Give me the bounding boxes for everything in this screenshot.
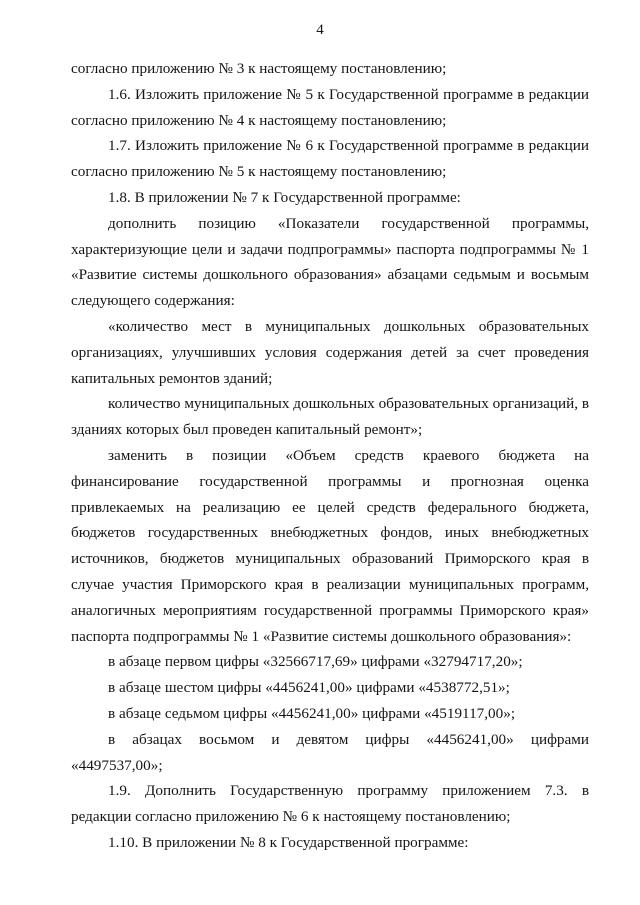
paragraph: «количество мест в муниципальных дошкольных образовательных организациях, улучшивших условия содержания детей за счет проведения капитальных ремонтов зданий; [71, 317, 589, 387]
page-number: 4 [316, 22, 324, 38]
paragraph: в абзаце первом цифры «32566717,69» цифрами «32794717,20»; [108, 653, 523, 671]
paragraph: в абзацах восьмом и девятом цифры «4456241,00» цифрами «4497537,00»; [71, 730, 589, 774]
paragraph: заменить в позиции «Объем средств краевого бюджета на финансирование государственной программы и прогнозная оценка привлекаемых на реализацию ее целей средств федерального бюджета, бюджетов государственных внебюджетных фондов, иных внебюджетных источников, бюджетов муниципальных образований Приморского края в случае участия Приморского края в реализации муниципальных программ, аналогичных мероприятиям государственной программы Приморского края» паспорта подпрограммы № 1 «Развитие системы дошкольного образования»: [71, 446, 589, 645]
paragraph: 1.10. В приложении № 8 к Государственной программе: [108, 833, 469, 851]
paragraph: количество муниципальных дошкольных образовательных организаций, в зданиях которых был проведен капитальный ремонт»; [71, 395, 589, 439]
paragraph: дополнить позицию «Показатели государственной программы, характеризующие цели и задачи подпрограммы» паспорта подпрограммы № 1 «Развитие системы дошкольного образования» абзацами седьмым и восьмым следующего содержания: [71, 214, 589, 310]
paragraph: 1.6. Изложить приложение № 5 к Государственной программе в редакции согласно приложению № 4 к настоящему постановлению; [71, 85, 589, 129]
document-body [71, 56, 589, 856]
paragraph: в абзаце седьмом цифры «4456241,00» цифрами «4519117,00»; [108, 704, 516, 722]
paragraph: 1.8. В приложении № 7 к Государственной программе: [108, 188, 461, 206]
paragraph: 1.9. Дополнить Государственную программу приложением 7.3. в редакции согласно приложению № 6 к настоящему постановлению; [71, 782, 589, 826]
paragraph: согласно приложению № 3 к настоящему постановлению; [71, 60, 447, 77]
paragraph: 1.7. Изложить приложение № 6 к Государственной программе в редакции согласно приложению № 5 к настоящему постановлению; [71, 137, 589, 181]
paragraph: в абзаце шестом цифры «4456241,00» цифрами «4538772,51»; [108, 679, 510, 697]
